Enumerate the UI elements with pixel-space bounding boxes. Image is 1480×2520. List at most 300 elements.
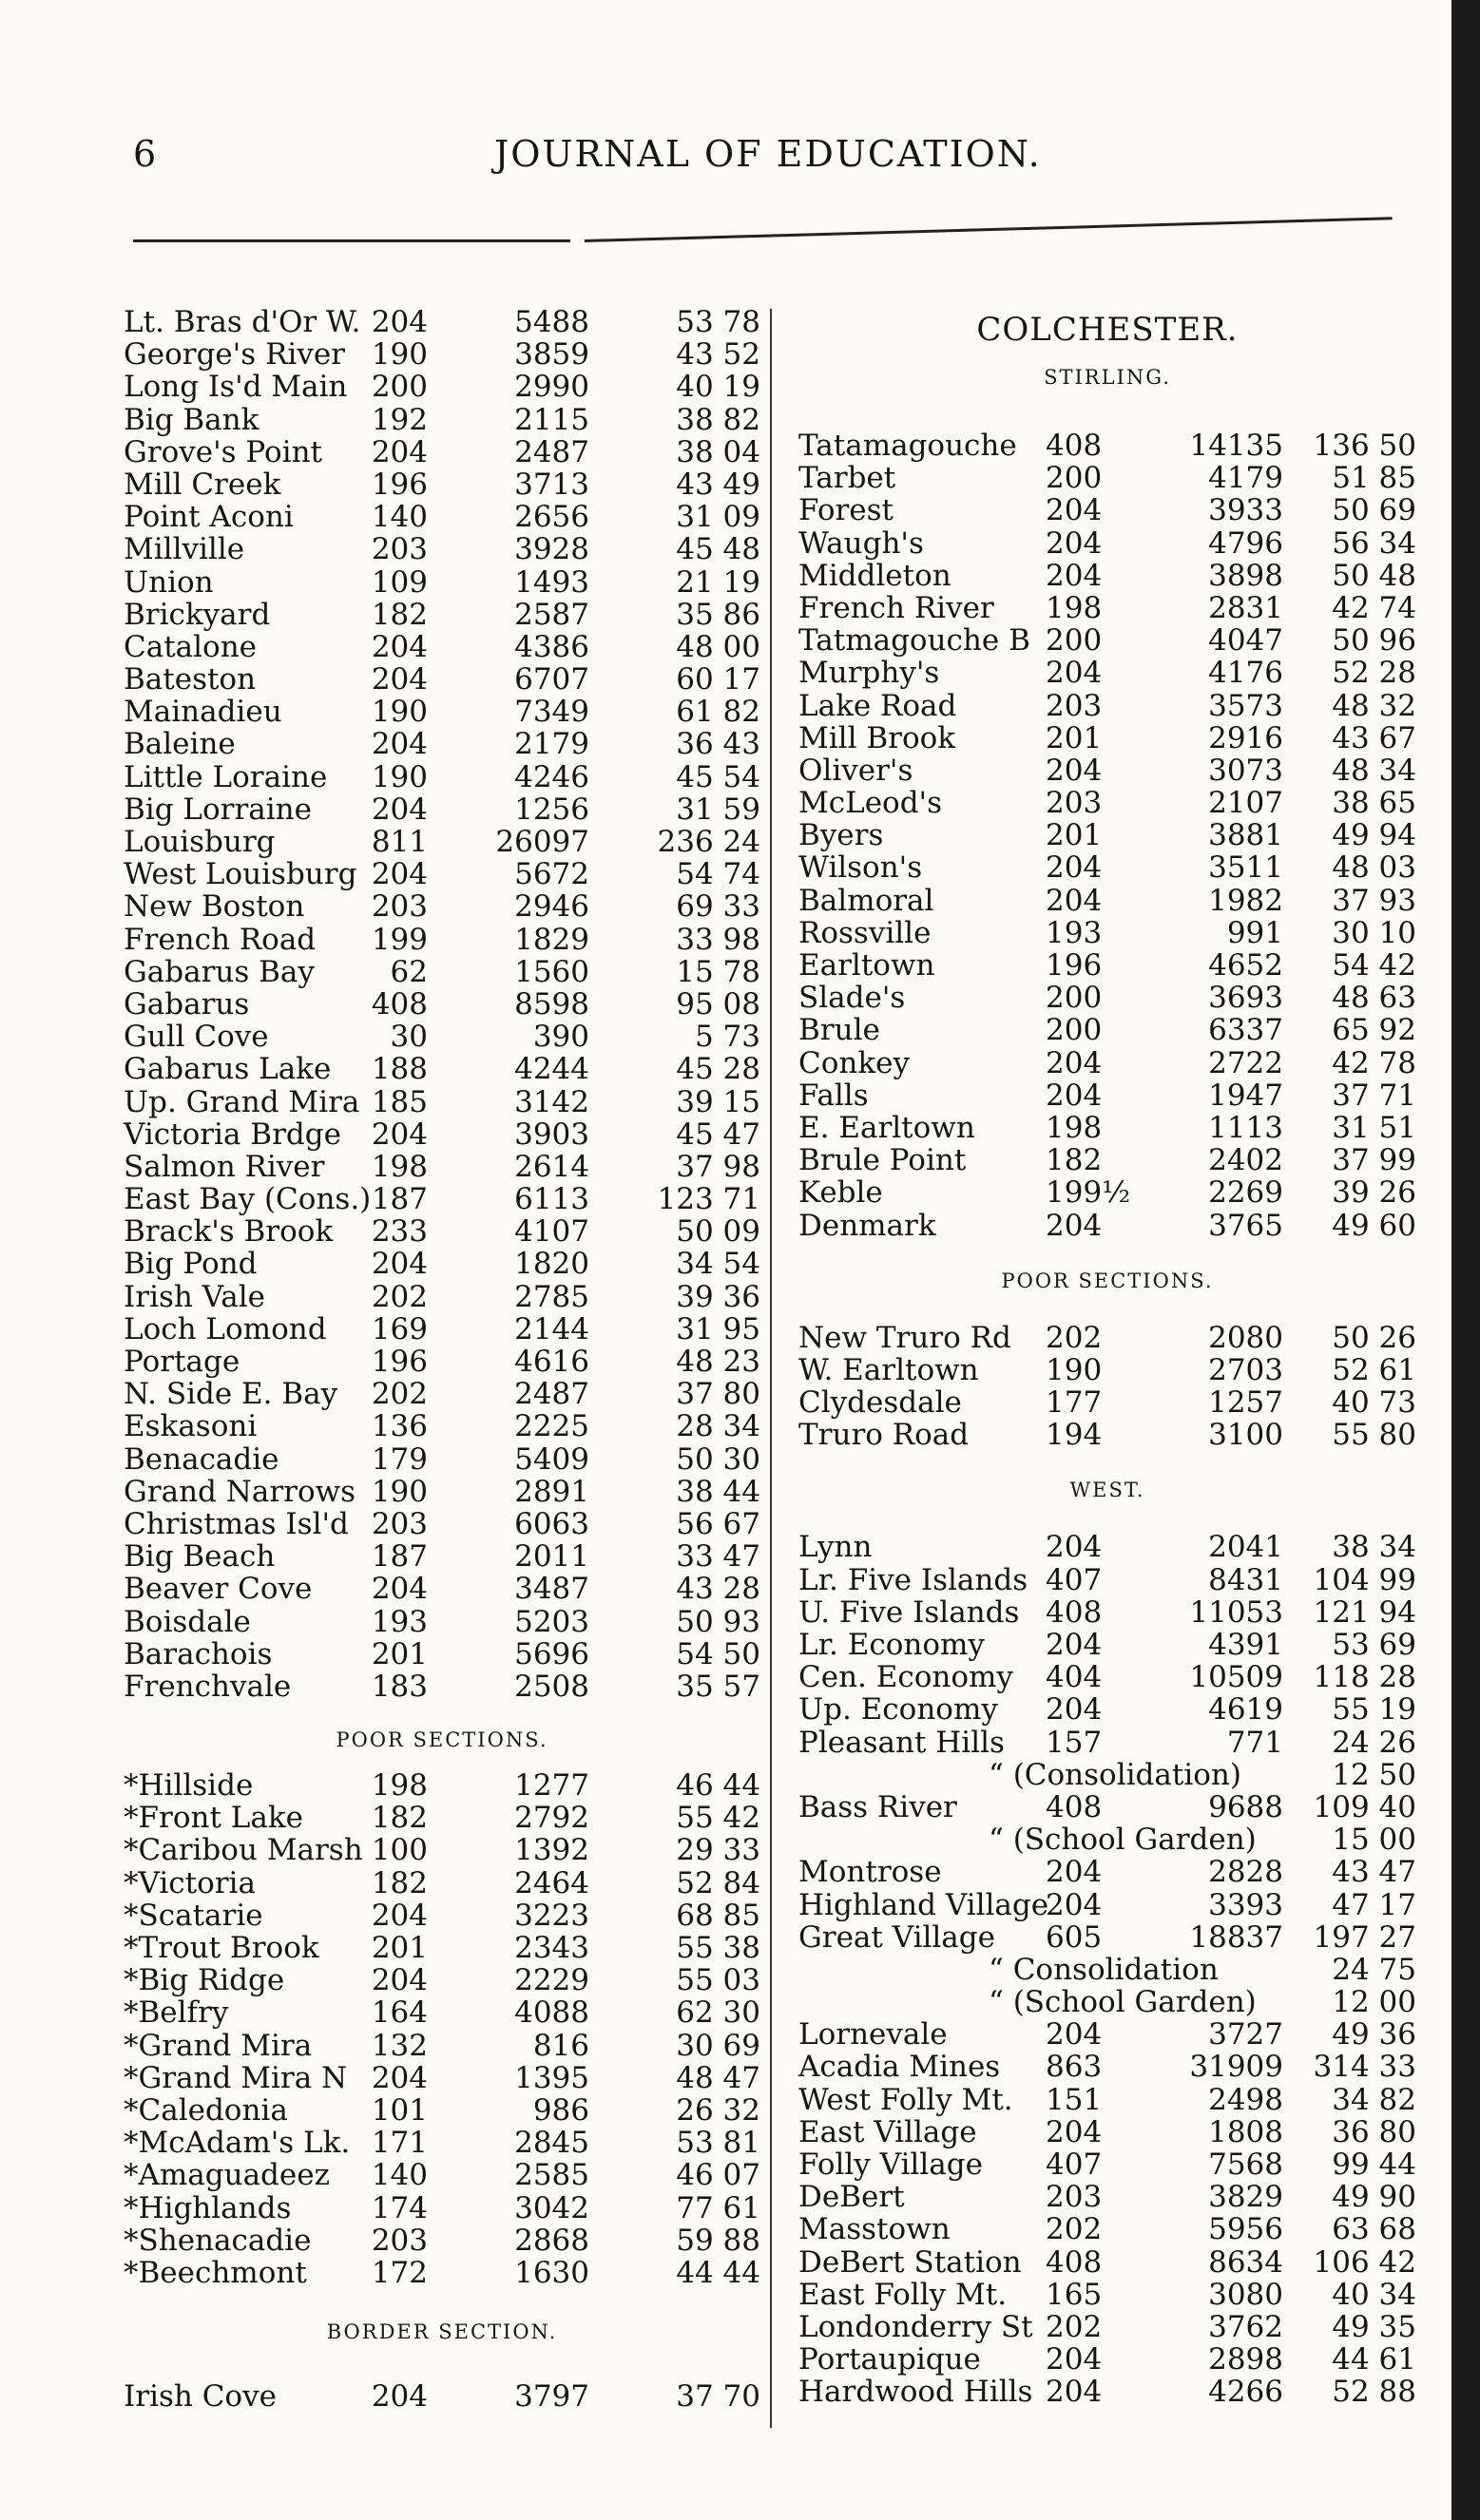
expenditure-value: 3511: [1208, 850, 1283, 886]
table-row: [798, 1986, 1416, 2018]
expenditure-value: 2107: [1208, 786, 1283, 821]
table-row: [124, 306, 760, 338]
expenditure-value: 2080: [1208, 1320, 1283, 1355]
grant-value: 45 28: [676, 1052, 760, 1087]
enrolment-value: 200: [1046, 981, 1103, 1016]
table-row: [124, 2062, 760, 2094]
grant-value: 36 80: [1332, 2114, 1416, 2149]
enrolment-value: 198: [371, 1768, 428, 1804]
table-row: [124, 1443, 760, 1476]
section-name: Highland Village: [798, 1887, 1049, 1922]
grant-value: 38 65: [1332, 786, 1416, 821]
expenditure-value: 6063: [514, 1506, 589, 1541]
table-row: [798, 949, 1416, 982]
grant-value: 34 54: [676, 1247, 760, 1282]
expenditure-value: 2828: [1208, 1855, 1283, 1890]
enrolment-value: 151: [1046, 2082, 1103, 2117]
right-column: [798, 306, 1416, 2409]
table-row: [798, 2279, 1416, 2311]
table-row: [124, 1606, 760, 1638]
left-column: [124, 306, 760, 2413]
section-name: Grand Narrows: [124, 1474, 356, 1509]
table-row: [124, 468, 760, 501]
section-name: Big Lorraine: [124, 792, 312, 827]
enrolment-value: 201: [371, 1931, 428, 1965]
table-row: [124, 1346, 760, 1378]
expenditure-value: 3100: [1208, 1418, 1283, 1453]
header-rule-left: [133, 239, 570, 242]
table-row: [124, 1118, 760, 1151]
enrolment-value: 182: [371, 597, 428, 632]
grant-value: 42 78: [1332, 1045, 1416, 1080]
table-row: [124, 533, 760, 565]
enrolment-value: 192: [371, 402, 428, 437]
grant-value: 52 61: [1332, 1352, 1416, 1387]
enrolment-value: 203: [1046, 2180, 1103, 2215]
enrolment-value: 404: [1046, 1660, 1103, 1695]
grant-value: 48 32: [1332, 688, 1416, 723]
stirling-heading: STIRLING.: [1044, 366, 1171, 389]
enrolment-value: 204: [1046, 1208, 1103, 1243]
enrolment-value: 193: [1046, 915, 1103, 950]
table-row: [798, 2018, 1416, 2051]
expenditure-value: 4266: [1208, 2375, 1283, 2410]
expenditure-value: 2868: [514, 2223, 589, 2258]
grant-value: 52 84: [676, 1865, 760, 1900]
grant-value: 65 92: [1332, 1013, 1416, 1048]
table-row: [124, 858, 760, 890]
section-name: Brule: [798, 1013, 880, 1048]
enrolment-value: 172: [371, 2255, 428, 2290]
grant-value: 30 10: [1332, 915, 1416, 950]
table-row: [798, 1564, 1416, 1596]
grant-value: 31 51: [1332, 1110, 1416, 1145]
table-row: [124, 1021, 760, 1053]
table-row: [124, 566, 760, 599]
grant-value: 31 59: [676, 792, 760, 827]
grant-value: 55 19: [1332, 1692, 1416, 1728]
enrolment-value: 204: [1046, 525, 1103, 561]
expenditure-value: 3727: [1208, 2017, 1283, 2052]
section-name: Lr. Economy: [798, 1628, 985, 1662]
grant-value: 51 85: [1332, 461, 1416, 496]
expenditure-value: 2487: [514, 1377, 589, 1412]
enrolment-value: 202: [1046, 1320, 1103, 1355]
table-row: [798, 851, 1416, 884]
section-name: George's River: [124, 337, 345, 372]
table-row: [798, 2181, 1416, 2213]
expenditure-value: 2041: [1208, 1530, 1283, 1565]
table-row: [798, 1531, 1416, 1563]
expenditure-value: 3713: [514, 467, 589, 502]
continuation-note: “ (Consolidation): [989, 1757, 1241, 1792]
expenditure-value: 4088: [514, 1995, 589, 2031]
enrolment-value: 183: [371, 1669, 428, 1704]
enrolment-value: 204: [371, 434, 428, 469]
grant-value: 50 93: [676, 1604, 760, 1639]
table-row: [124, 631, 760, 663]
grant-value: 37 99: [1332, 1143, 1416, 1178]
section-name: Mill Brook: [798, 720, 956, 755]
grant-value: 123 71: [657, 1182, 760, 1217]
page-header: [0, 133, 1480, 190]
grant-value: 59 88: [676, 2223, 760, 2258]
section-name: Gabarus Bay: [124, 954, 315, 989]
expenditure-value: 2115: [514, 402, 589, 437]
grant-value: 40 34: [1332, 2277, 1416, 2312]
section-name: Clydesdale: [798, 1385, 962, 1421]
section-name: Forest: [798, 493, 894, 528]
expenditure-value: 2585: [514, 2158, 589, 2193]
grant-value: 49 35: [1332, 2309, 1416, 2344]
expenditure-value: 2785: [514, 1279, 589, 1314]
table-row: [124, 371, 760, 403]
expenditure-value: 18837: [1189, 1919, 1283, 1955]
expenditure-value: 3073: [1208, 753, 1283, 788]
enrolment-value: 407: [1046, 2148, 1103, 2182]
enrolment-value: 190: [371, 759, 428, 794]
section-name: New Truro Rd: [798, 1320, 1011, 1355]
expenditure-value: 3762: [1208, 2309, 1283, 2344]
expenditure-value: 6113: [514, 1182, 589, 1217]
table-row: [798, 1629, 1416, 1661]
section-name: French Road: [124, 922, 317, 957]
grant-value: 38 44: [676, 1474, 760, 1509]
grant-value: 36 43: [676, 727, 760, 762]
section-name: Boisdale: [124, 1604, 251, 1639]
grant-value: 35 57: [676, 1669, 760, 1704]
section-name: Benacadie: [124, 1441, 279, 1477]
enrolment-value: 190: [1046, 1352, 1103, 1387]
table-row: [798, 2148, 1416, 2181]
enrolment-value: 202: [1046, 2212, 1103, 2247]
grant-value: 37 93: [1332, 883, 1416, 918]
grant-value: 48 47: [676, 2060, 760, 2095]
enrolment-value: 203: [1046, 786, 1103, 821]
table-row: [124, 2030, 760, 2062]
enrolment-value: 204: [1046, 1078, 1103, 1113]
table-row: [798, 657, 1416, 689]
table-row: [798, 560, 1416, 592]
section-name: East Folly Mt.: [798, 2277, 1008, 2312]
grant-value: 38 82: [676, 402, 760, 437]
west-heading: WEST.: [1069, 1479, 1145, 1502]
expenditure-value: 1392: [514, 1833, 589, 1868]
enrolment-value: 165: [1046, 2277, 1103, 2312]
enrolment-value: 198: [371, 1149, 428, 1184]
table-row: [124, 2224, 760, 2257]
section-name: Loch Lomond: [124, 1311, 327, 1346]
grant-value: 43 67: [1332, 720, 1416, 755]
expenditure-value: 2831: [1208, 590, 1283, 625]
grant-value: 48 23: [676, 1345, 760, 1379]
section-name: Balmoral: [798, 883, 934, 918]
table-row: [124, 1867, 760, 1900]
enrolment-value: 140: [371, 2158, 428, 2193]
enrolment-value: 204: [371, 857, 428, 892]
table-row: [798, 1693, 1416, 1726]
enrolment-value: 605: [1046, 1919, 1103, 1955]
table-row: [798, 527, 1416, 560]
table-row: [124, 1996, 760, 2029]
enrolment-value: 202: [1046, 2309, 1103, 2344]
section-name: Eskasoni: [124, 1409, 258, 1444]
section-name: *Caledonia: [124, 2092, 288, 2128]
section-name: Hardwood Hills: [798, 2375, 1033, 2410]
table-row: [798, 885, 1416, 917]
expenditure-value: 6707: [514, 662, 589, 697]
grant-value: 50 26: [1332, 1320, 1416, 1355]
section-name: Wilson's: [798, 850, 923, 886]
grant-value: 95 08: [676, 986, 760, 1021]
grant-value: 43 28: [676, 1572, 760, 1607]
section-name: Great Village: [798, 1919, 995, 1955]
table-row: [798, 1661, 1416, 1693]
enrolment-value: 204: [1046, 2114, 1103, 2149]
expenditure-value: 1395: [514, 2060, 589, 2095]
grant-value: 40 73: [1332, 1385, 1416, 1421]
section-name: Bateston: [124, 662, 257, 697]
table-row: [798, 1596, 1416, 1629]
expenditure-value: 1829: [514, 922, 589, 957]
grant-value: 54 74: [676, 857, 760, 892]
section-name: *Grand Mira: [124, 2028, 313, 2063]
left-border-heading: BORDER SECTION.: [326, 2320, 558, 2344]
section-name: *Hillside: [124, 1768, 254, 1804]
table-row: [798, 2116, 1416, 2148]
enrolment-value: 408: [1046, 2244, 1103, 2280]
table-row: [798, 917, 1416, 949]
enrolment-value: 203: [371, 532, 428, 567]
table-row: [798, 2311, 1416, 2343]
left-poor-heading: POOR SECTIONS.: [336, 1728, 548, 1752]
table-row: [124, 696, 760, 728]
expenditure-value: 2269: [1208, 1175, 1283, 1211]
enrolment-value: 407: [1046, 1562, 1103, 1597]
expenditure-value: 4619: [1208, 1692, 1283, 1728]
section-name: Denmark: [798, 1208, 936, 1243]
section-name: Folly Village: [798, 2148, 983, 2182]
table-row: [124, 1834, 760, 1866]
expenditure-value: 2614: [514, 1149, 589, 1184]
expenditure-value: 26097: [495, 825, 589, 859]
grant-value: 46 44: [676, 1768, 760, 1804]
expenditure-value: 4047: [1208, 623, 1283, 659]
table-row: [124, 1313, 760, 1346]
table-row: [124, 1769, 760, 1802]
section-name: Lake Road: [798, 688, 957, 723]
expenditure-value: 3042: [514, 2190, 589, 2225]
table-row: [798, 787, 1416, 819]
enrolment-value: 204: [1046, 1887, 1103, 1922]
expenditure-value: 4652: [1208, 948, 1283, 983]
grant-value: 48 00: [676, 629, 760, 664]
section-name: Pleasant Hills: [798, 1725, 1005, 1760]
table-row: [798, 1419, 1416, 1451]
section-name: Brack's Brook: [124, 1214, 334, 1250]
section-name: *Caribou Marsh: [124, 1833, 363, 1868]
expenditure-value: 4179: [1208, 461, 1283, 496]
grant-value: 49 60: [1332, 1208, 1416, 1243]
expenditure-value: 2792: [514, 1801, 589, 1836]
table-row: [798, 1823, 1416, 1856]
section-name: Bass River: [798, 1789, 957, 1824]
grant-value: 50 48: [1332, 558, 1416, 593]
section-name: East Bay (Cons.): [124, 1182, 372, 1217]
enrolment-value: 109: [371, 564, 428, 600]
enrolment-value: 100: [371, 1833, 428, 1868]
expenditure-value: 3223: [514, 1898, 589, 1933]
section-name: Earltown: [798, 948, 935, 983]
grant-value: 31 09: [676, 500, 760, 535]
grant-value: 43 49: [676, 467, 760, 502]
section-name: Gabarus: [124, 986, 250, 1021]
expenditure-value: 4391: [1208, 1628, 1283, 1662]
section-name: *Front Lake: [124, 1801, 303, 1836]
section-name: Big Pond: [124, 1247, 258, 1282]
grant-value: 21 19: [676, 564, 760, 600]
enrolment-value: 182: [371, 1865, 428, 1900]
enrolment-value: 199½: [1046, 1175, 1131, 1211]
grant-value: 47 17: [1332, 1887, 1416, 1922]
enrolment-value: 204: [1046, 1530, 1103, 1565]
section-name: *Beechmont: [124, 2255, 307, 2290]
grant-value: 37 70: [676, 2379, 760, 2415]
section-name: *Shenacadie: [124, 2223, 312, 2258]
grant-value: 56 34: [1332, 525, 1416, 561]
expenditure-value: 3829: [1208, 2180, 1283, 2215]
grant-value: 314 33: [1313, 2050, 1416, 2085]
enrolment-value: 204: [371, 2379, 428, 2415]
right-poor-table: [798, 1322, 1416, 1452]
table-row: [798, 430, 1416, 462]
grant-value: 136 50: [1313, 429, 1416, 463]
section-name: Byers: [798, 818, 884, 853]
grant-value: 104 99: [1313, 1562, 1416, 1597]
section-name: Union: [124, 564, 214, 600]
grant-value: 49 36: [1332, 2017, 1416, 2052]
table-row: [798, 1727, 1416, 1759]
section-name: Tatmagouche B: [798, 623, 1030, 659]
expenditure-value: 2464: [514, 1865, 589, 1900]
section-name: Brickyard: [124, 597, 271, 632]
table-row: [124, 1410, 760, 1442]
section-name: Truro Road: [798, 1418, 970, 1453]
grant-value: 39 26: [1332, 1175, 1416, 1211]
expenditure-value: 4244: [514, 1052, 589, 1087]
section-name: Falls: [798, 1078, 869, 1113]
table-row: [798, 819, 1416, 851]
section-name: Salmon River: [124, 1149, 325, 1184]
section-name: *Scatarie: [124, 1898, 263, 1933]
table-row: [798, 1079, 1416, 1112]
enrolment-value: 203: [371, 2223, 428, 2258]
grant-value: 42 74: [1332, 590, 1416, 625]
section-name: Waugh's: [798, 525, 924, 561]
enrolment-value: 187: [371, 1539, 428, 1575]
grant-value: 53 69: [1332, 1628, 1416, 1662]
section-name: Big Bank: [124, 402, 259, 437]
grant-value: 40 19: [676, 370, 760, 405]
grant-value: 34 82: [1332, 2082, 1416, 2117]
grant-value: 39 36: [676, 1279, 760, 1314]
expenditure-value: 9688: [1208, 1789, 1283, 1824]
enrolment-value: 408: [1046, 1594, 1103, 1630]
enrolment-value: 204: [1046, 1692, 1103, 1728]
section-name: Lt. Bras d'Or W.: [124, 305, 361, 339]
section-name: Baleine: [124, 727, 236, 762]
enrolment-value: 185: [371, 1084, 428, 1119]
table-row: [798, 462, 1416, 494]
continuation-note: “ (School Garden): [989, 1985, 1257, 2020]
enrolment-value: 201: [371, 1636, 428, 1671]
table-row: [124, 1281, 760, 1313]
county-heading: COLCHESTER.: [976, 311, 1239, 349]
table-row: [124, 956, 760, 988]
section-name: East Village: [798, 2114, 977, 2149]
grant-value: 49 94: [1332, 818, 1416, 853]
section-name: Irish Cove: [124, 2379, 277, 2415]
table-row: [124, 2192, 760, 2224]
enrolment-value: 132: [371, 2028, 428, 2063]
enrolment-value: 177: [1046, 1385, 1103, 1421]
expenditure-value: 1808: [1208, 2114, 1283, 2149]
table-row: [798, 1759, 1416, 1791]
grant-value: 31 95: [676, 1311, 760, 1346]
enrolment-value: 188: [371, 1052, 428, 1087]
expenditure-value: 2587: [514, 597, 589, 632]
grant-value: 50 96: [1332, 623, 1416, 659]
table-row: [798, 2084, 1416, 2116]
grant-value: 28 34: [676, 1409, 760, 1444]
table-row: [798, 754, 1416, 787]
expenditure-value: 3797: [514, 2379, 589, 2415]
continuation-note: “ (School Garden): [989, 1823, 1257, 1858]
expenditure-value: 1947: [1208, 1078, 1283, 1113]
table-row: [124, 890, 760, 923]
section-name: Middleton: [798, 558, 951, 593]
left-border-table: [124, 2380, 760, 2413]
section-name: Catalone: [124, 629, 258, 664]
table-row: [798, 1322, 1416, 1354]
grant-value: 55 80: [1332, 1418, 1416, 1453]
grant-value: 15 78: [676, 954, 760, 989]
table-row: [124, 1151, 760, 1183]
table-row: [124, 1053, 760, 1085]
enrolment-value: 203: [371, 1506, 428, 1541]
table-row: [124, 728, 760, 760]
page-edge-shadow: [1451, 0, 1480, 2520]
journal-title: JOURNAL OF EDUCATION.: [494, 133, 1042, 175]
grant-value: 46 07: [676, 2158, 760, 2193]
section-name: *Victoria: [124, 1865, 256, 1900]
grant-value: 44 61: [1332, 2342, 1416, 2377]
table-row: [798, 1112, 1416, 1144]
enrolment-value: 204: [1046, 1855, 1103, 1890]
section-name: Lr. Five Islands: [798, 1562, 1028, 1597]
enrolment-value: 193: [371, 1604, 428, 1639]
grant-value: 45 47: [676, 1117, 760, 1152]
section-name: Acadia Mines: [798, 2050, 1001, 2085]
grant-value: 50 09: [676, 1214, 760, 1250]
grant-value: 43 47: [1332, 1855, 1416, 1890]
enrolment-value: 811: [371, 825, 428, 859]
grant-value: 62 30: [676, 1995, 760, 2031]
grant-value: 99 44: [1332, 2148, 1416, 2182]
grant-value: 24 75: [1332, 1952, 1416, 1987]
expenditure-value: 8431: [1208, 1562, 1283, 1597]
grant-value: 54 50: [676, 1636, 760, 1671]
